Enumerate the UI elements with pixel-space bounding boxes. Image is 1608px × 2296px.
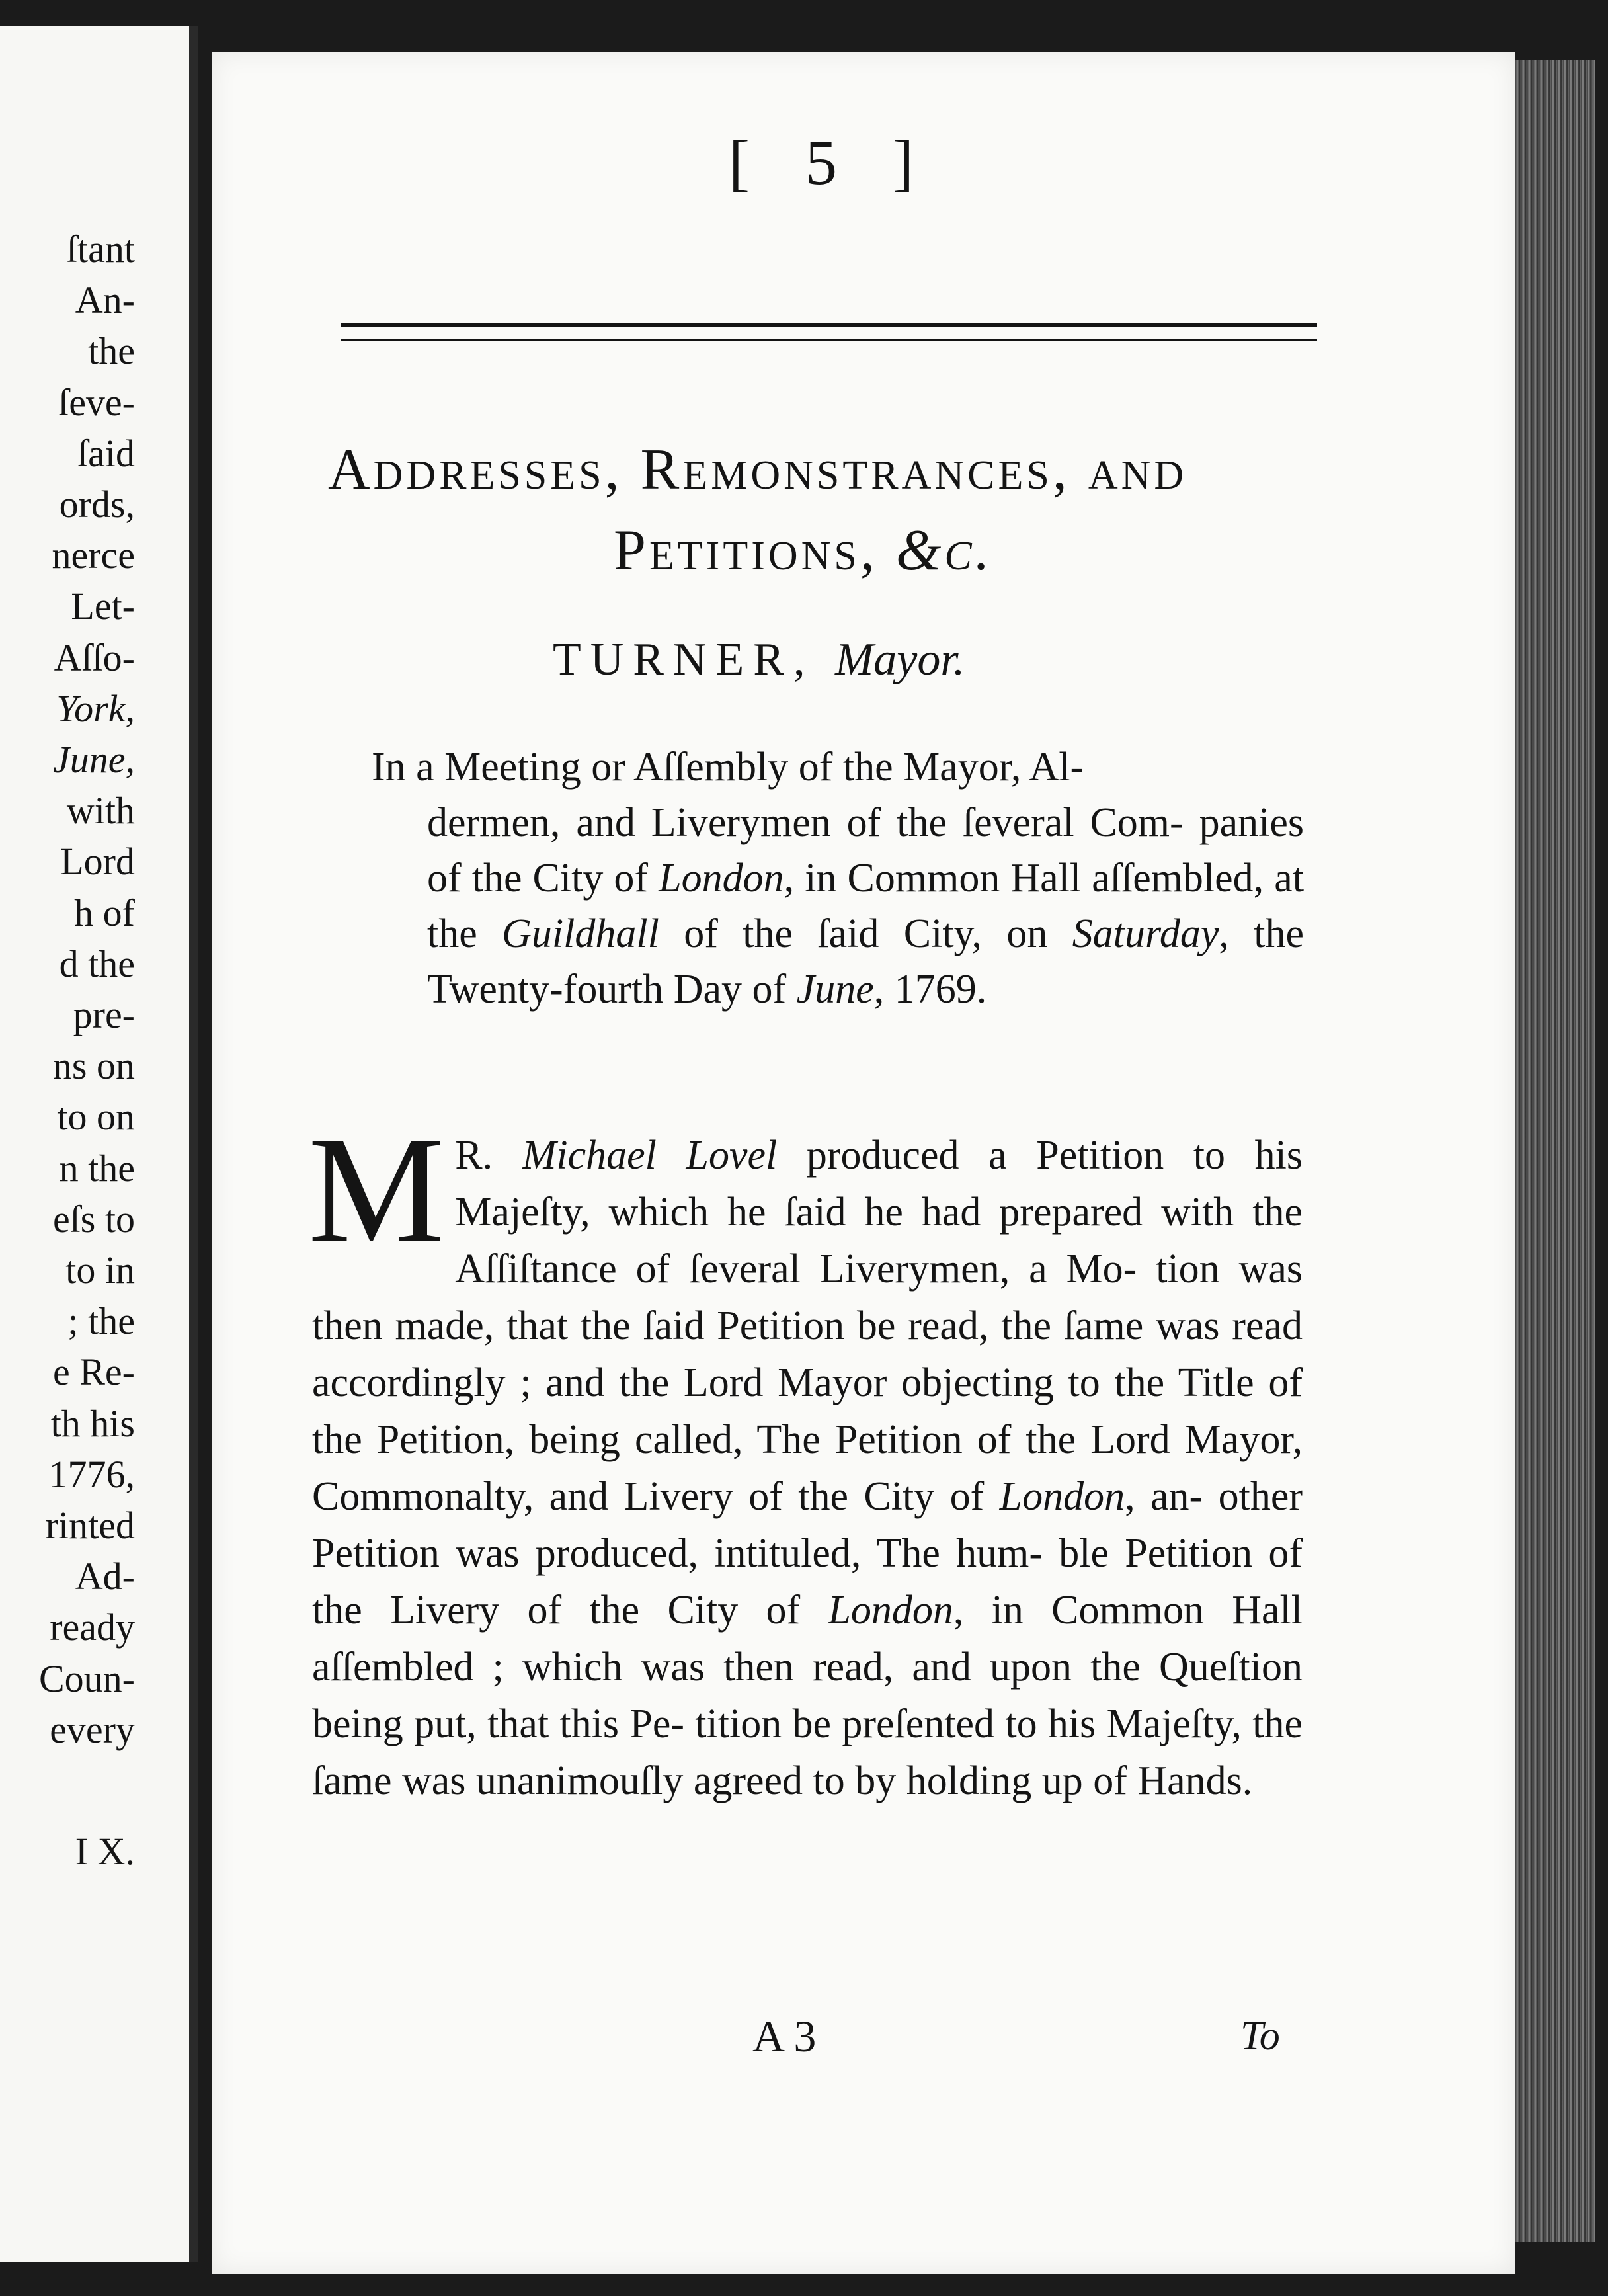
- body-london: London: [828, 1588, 953, 1633]
- preamble-text: dermen, and Liverymen of the ſeveral Com- panies of the City of: [427, 800, 1304, 901]
- left-page-line: h of: [74, 891, 135, 934]
- left-page-line: ſtant: [66, 227, 135, 270]
- preamble-rest: [427, 795, 1304, 1017]
- header-rule-thick: [341, 323, 1317, 327]
- title-petitions: Petitions,: [614, 518, 896, 583]
- drop-cap: M: [308, 1105, 445, 1275]
- left-page-line: pre-: [73, 993, 135, 1036]
- left-page-line: Ad-: [75, 1555, 135, 1598]
- left-page-line: to on: [57, 1095, 135, 1139]
- preamble-text: , the Twenty-fourth Day of: [427, 911, 1305, 1012]
- preamble-saturday: Saturday: [1072, 911, 1219, 956]
- preamble-paragraph: [374, 739, 1304, 1017]
- left-page-line: I X.: [75, 1830, 135, 1873]
- left-page-line: every: [50, 1707, 135, 1751]
- title-line-1: Addresses, Remonstrances, and: [328, 438, 1187, 502]
- left-page-line: June,: [53, 738, 135, 781]
- left-page-line: ſeve-: [58, 380, 135, 424]
- left-page-line: Aſſo-: [54, 636, 135, 679]
- page-edges: [1515, 60, 1595, 2242]
- left-page-line: 1776,: [48, 1452, 135, 1496]
- left-page-line: n the: [59, 1146, 135, 1190]
- left-page-line: York,: [56, 686, 135, 730]
- preamble-text: , 1769.: [873, 967, 987, 1012]
- left-page-line: Lord: [60, 840, 135, 883]
- mayor-title: Mayor.: [835, 634, 965, 685]
- body-text: produced a Petition to his Majeſty, which he ſaid he had prepared with the Aſſiſtance of ſeveral Liverymen, a Mo- tion was then made, that the ſaid Petition be read, the ſame was read accordingly ; and the Lord Mayor objecting to the Title of the Petition, being called, The Petition of the Lord Mayor, Commonalty, and Livery of the City of: [312, 1133, 1303, 1519]
- left-page-line: d the: [59, 942, 135, 985]
- body-paragraph: [308, 1105, 1303, 1809]
- left-page-line: to in: [65, 1249, 135, 1292]
- preamble-first-line: In a Meeting or Aſſembly of the Mayor, Al-: [372, 745, 1084, 790]
- left-page-line: An-: [75, 278, 135, 322]
- left-page-line: e Re-: [53, 1350, 135, 1394]
- left-page-line: th his: [50, 1401, 135, 1445]
- body-text: , an- other Petition was produced, intituled, The hum- ble Petition of the Livery of the City of: [312, 1474, 1303, 1633]
- left-page-line: nerce: [52, 534, 135, 577]
- body-text: , in Common Hall aſſembled ; which was then read, and upon the Queſtion being put, that this Pe- tition be preſented to his Majeſty, the ſame was unanimouſly agreed to by holding up of Hands.: [312, 1588, 1303, 1803]
- catchword: To: [1240, 2014, 1280, 2059]
- left-page-line: ords,: [59, 483, 135, 526]
- title-line-2: [614, 517, 993, 584]
- left-page-line: ns on: [52, 1044, 135, 1088]
- left-page-line: ſaid: [77, 431, 135, 475]
- header-rule-thin: [341, 339, 1317, 341]
- left-page-line: rinted: [45, 1504, 135, 1547]
- body-london: London: [999, 1474, 1125, 1519]
- preamble-text: of the ſaid City, on: [659, 911, 1072, 956]
- preamble-guildhall: Guildhall: [502, 911, 659, 956]
- body-text: R.: [455, 1133, 522, 1178]
- left-page-line: with: [66, 789, 135, 833]
- preamble-london: London: [659, 856, 784, 901]
- signature-mark: A 3: [752, 2011, 817, 2061]
- gutter-shadow: [189, 26, 198, 2262]
- page-number: [ 5 ]: [729, 127, 934, 198]
- preamble-june: June: [796, 967, 874, 1012]
- mayor-name: TURNER,: [553, 634, 835, 685]
- mayor-heading: [553, 634, 965, 686]
- left-page-line: the: [88, 329, 135, 373]
- title-etc: &c.: [895, 518, 993, 583]
- left-page-line: ready: [50, 1606, 135, 1649]
- left-page-line: Coun-: [39, 1657, 135, 1700]
- left-page-line: ; the: [67, 1299, 135, 1343]
- body-michael-lovel: Michael Lovel: [522, 1133, 778, 1178]
- left-page-line: eſs to: [52, 1197, 135, 1241]
- left-page-line: Let-: [71, 585, 135, 628]
- preamble-text: , in Common Hall aſſembled, at the: [427, 856, 1304, 956]
- left-facing-page: [0, 26, 198, 2262]
